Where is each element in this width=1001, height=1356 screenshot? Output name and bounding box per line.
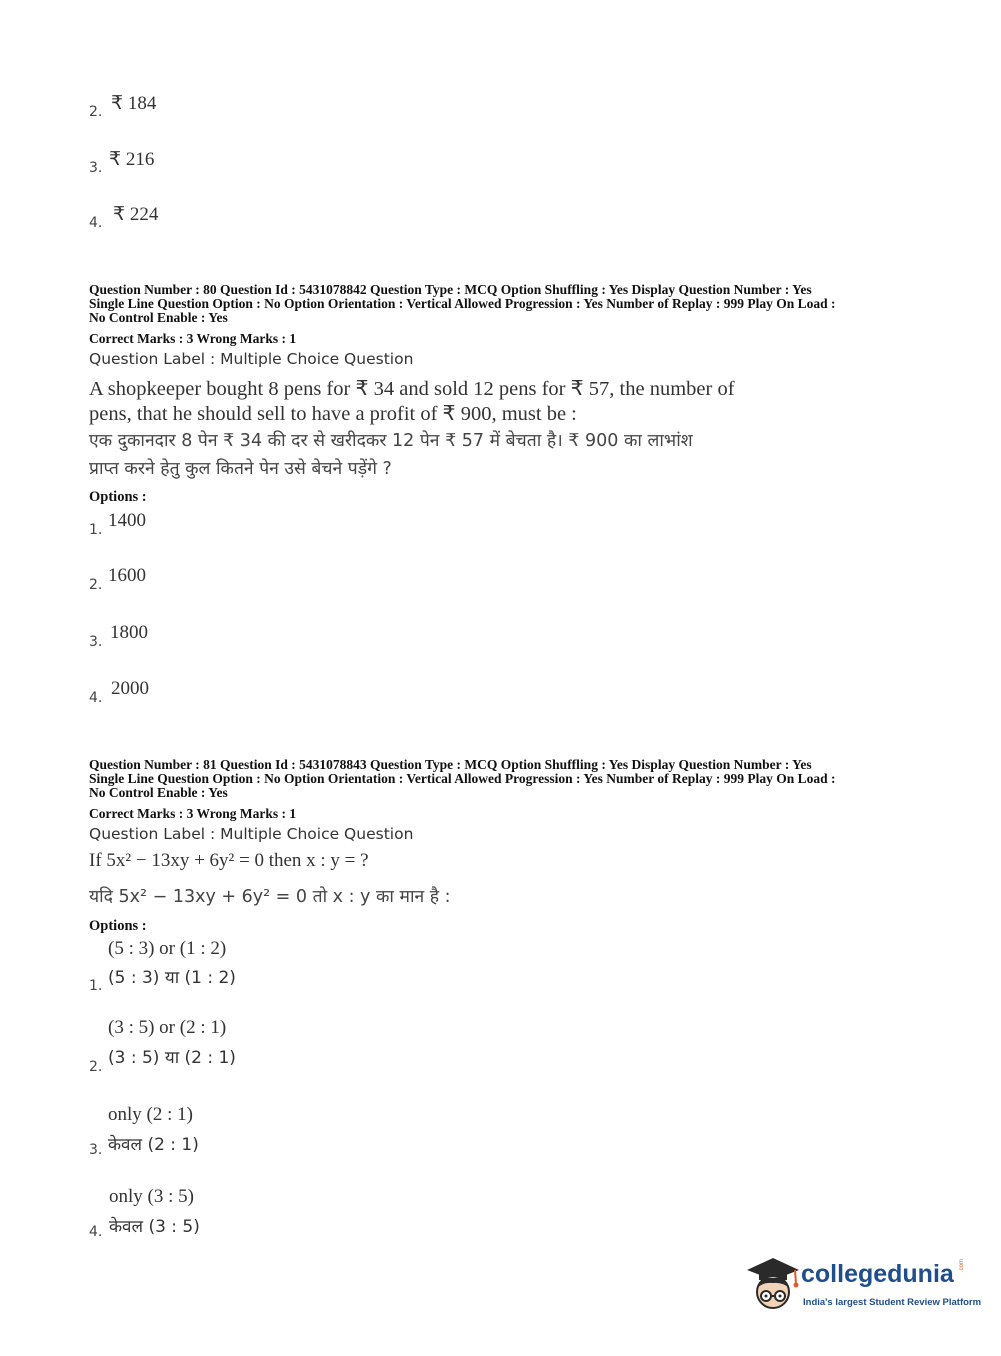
question-text-hi: एक दुकानदार 8 पेन ₹ 34 की दर से खरीदकर 12 पेन ₹ 57 में बेचता है। ₹ 900 का लाभांश (89, 431, 693, 451)
collegedunia-logo (743, 1250, 982, 1320)
mascot-icon (743, 1252, 801, 1314)
option-value: ₹ 224 (113, 204, 159, 225)
question-text-hi: यदि 5x² − 13xy + 6y² = 0 तो x : y का मान है : (89, 887, 451, 907)
option-value: 2000 (111, 678, 149, 699)
question-meta-line: Question Number : 81 Question Id : 5431078843 Question Type : MCQ Option Shuffling : Yes Display Question Number : Yes (89, 757, 812, 772)
question-label: Question Label : Multiple Choice Question (89, 350, 414, 368)
option-value: ₹ 216 (109, 149, 155, 170)
question-meta-line: Single Line Question Option : No Option Orientation : Vertical Allowed Progression : Yes Number of Replay : 999 Play On Load : (89, 296, 836, 311)
option-value-en: only (2 : 1) (108, 1104, 193, 1125)
marks-info: Correct Marks : 3 Wrong Marks : 1 (89, 806, 297, 821)
option-number: 3. (89, 1142, 103, 1158)
options-label: Options : (89, 918, 147, 934)
option-number: 3. (89, 160, 103, 176)
logo-tagline: India's largest Student Review Platform (803, 1297, 982, 1308)
option-number: 1. (89, 978, 103, 994)
option-value: ₹ 184 (111, 93, 157, 114)
option-value: 1600 (108, 565, 146, 586)
question-meta-line: No Control Enable : Yes (89, 785, 228, 800)
option-number: 4. (89, 1224, 103, 1240)
option-value: 1800 (110, 622, 148, 643)
question-meta-line: Single Line Question Option : No Option Orientation : Vertical Allowed Progression : Yes Number of Replay : 999 Play On Load : (89, 771, 836, 786)
option-value-hi: (3 : 5) या (2 : 1) (108, 1048, 236, 1068)
option-value-hi: केवल (3 : 5) (109, 1217, 200, 1237)
option-number: 2. (89, 577, 103, 593)
option-value: 1400 (108, 510, 146, 531)
option-number: 1. (89, 522, 103, 538)
option-value-hi: केवल (2 : 1) (108, 1135, 199, 1155)
question-meta-line: No Control Enable : Yes (89, 310, 228, 325)
question-text-hi: प्राप्त करने हेतु कुल कितने पेन उसे बेचने पड़ेंगे ? (89, 459, 392, 479)
question-meta-line: Question Number : 80 Question Id : 5431078842 Question Type : MCQ Option Shuffling : Yes Display Question Number : Yes (89, 282, 812, 297)
options-label: Options : (89, 489, 147, 505)
question-label: Question Label : Multiple Choice Question (89, 825, 414, 843)
option-value-hi: (5 : 3) या (1 : 2) (108, 968, 236, 988)
question-text-en: If 5x² − 13xy + 6y² = 0 then x : y = ? (89, 850, 369, 871)
option-number: 2. (89, 1059, 103, 1075)
option-value-en: (3 : 5) or (2 : 1) (108, 1017, 227, 1038)
logo-wordmark: collegedunia (801, 1260, 954, 1288)
option-number: 4. (89, 690, 103, 706)
logo-domain-suffix: .com (959, 1258, 965, 1272)
option-number: 3. (89, 634, 103, 650)
question-text-en: pens, that he should sell to have a profit of ₹ 900, must be : (89, 403, 577, 425)
option-value-en: only (3 : 5) (109, 1186, 194, 1207)
option-number: 4. (89, 215, 103, 231)
option-number: 2. (89, 104, 103, 120)
option-value-en: (5 : 3) or (1 : 2) (108, 938, 227, 959)
question-text-en: A shopkeeper bought 8 pens for ₹ 34 and sold 12 pens for ₹ 57, the number of (89, 378, 735, 400)
marks-info: Correct Marks : 3 Wrong Marks : 1 (89, 331, 297, 346)
